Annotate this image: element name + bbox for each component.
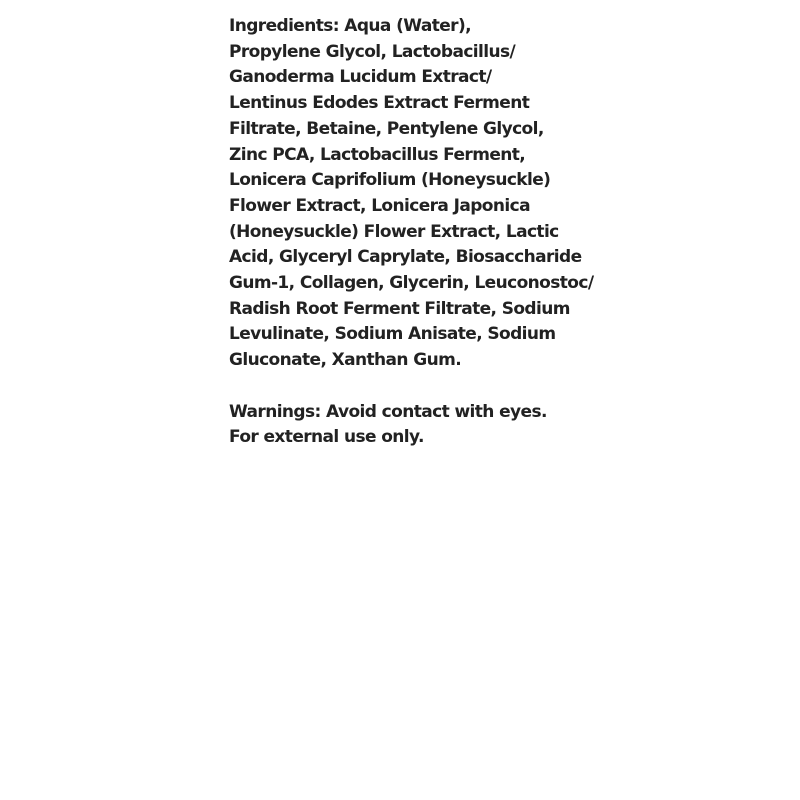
- ingredients-line: Gluconate, Xanthan Gum.: [229, 350, 462, 371]
- ingredients-line: Ingredients: Aqua (Water),: [229, 16, 471, 36]
- ingredients-line: Filtrate, Betaine, Pentylene Glycol,: [229, 118, 544, 139]
- ingredients-line: Levulinate, Sodium Anisate, Sodium: [229, 324, 556, 345]
- ingredients-line: Propylene Glycol, Lactobacillus/: [229, 41, 516, 62]
- ingredients-line: Gum-1, Collagen, Glycerin, Leuconostoc/: [229, 273, 594, 294]
- ingredients-line: Ganoderma Lucidum Extract/: [229, 67, 492, 88]
- warnings-text: [229, 400, 609, 451]
- ingredient-label: [229, 14, 609, 451]
- ingredients-line: Flower Extract, Lonicera Japonica: [229, 195, 530, 216]
- ingredients-line: Radish Root Ferment Filtrate, Sodium: [229, 298, 570, 319]
- ingredients-line: Zinc PCA, Lactobacillus Ferment,: [229, 144, 526, 165]
- ingredients-list: [229, 14, 609, 374]
- warnings-line: Warnings: Avoid contact with eyes.: [229, 401, 547, 422]
- ingredients-line: Lonicera Caprifolium (Honeysuckle): [229, 170, 551, 191]
- warnings-line: For external use only.: [229, 427, 424, 448]
- ingredients-line: Acid, Glyceryl Caprylate, Biosaccharide: [229, 247, 582, 268]
- ingredients-line: (Honeysuckle) Flower Extract, Lactic: [229, 221, 559, 242]
- ingredients-line: Lentinus Edodes Extract Ferment: [229, 93, 530, 114]
